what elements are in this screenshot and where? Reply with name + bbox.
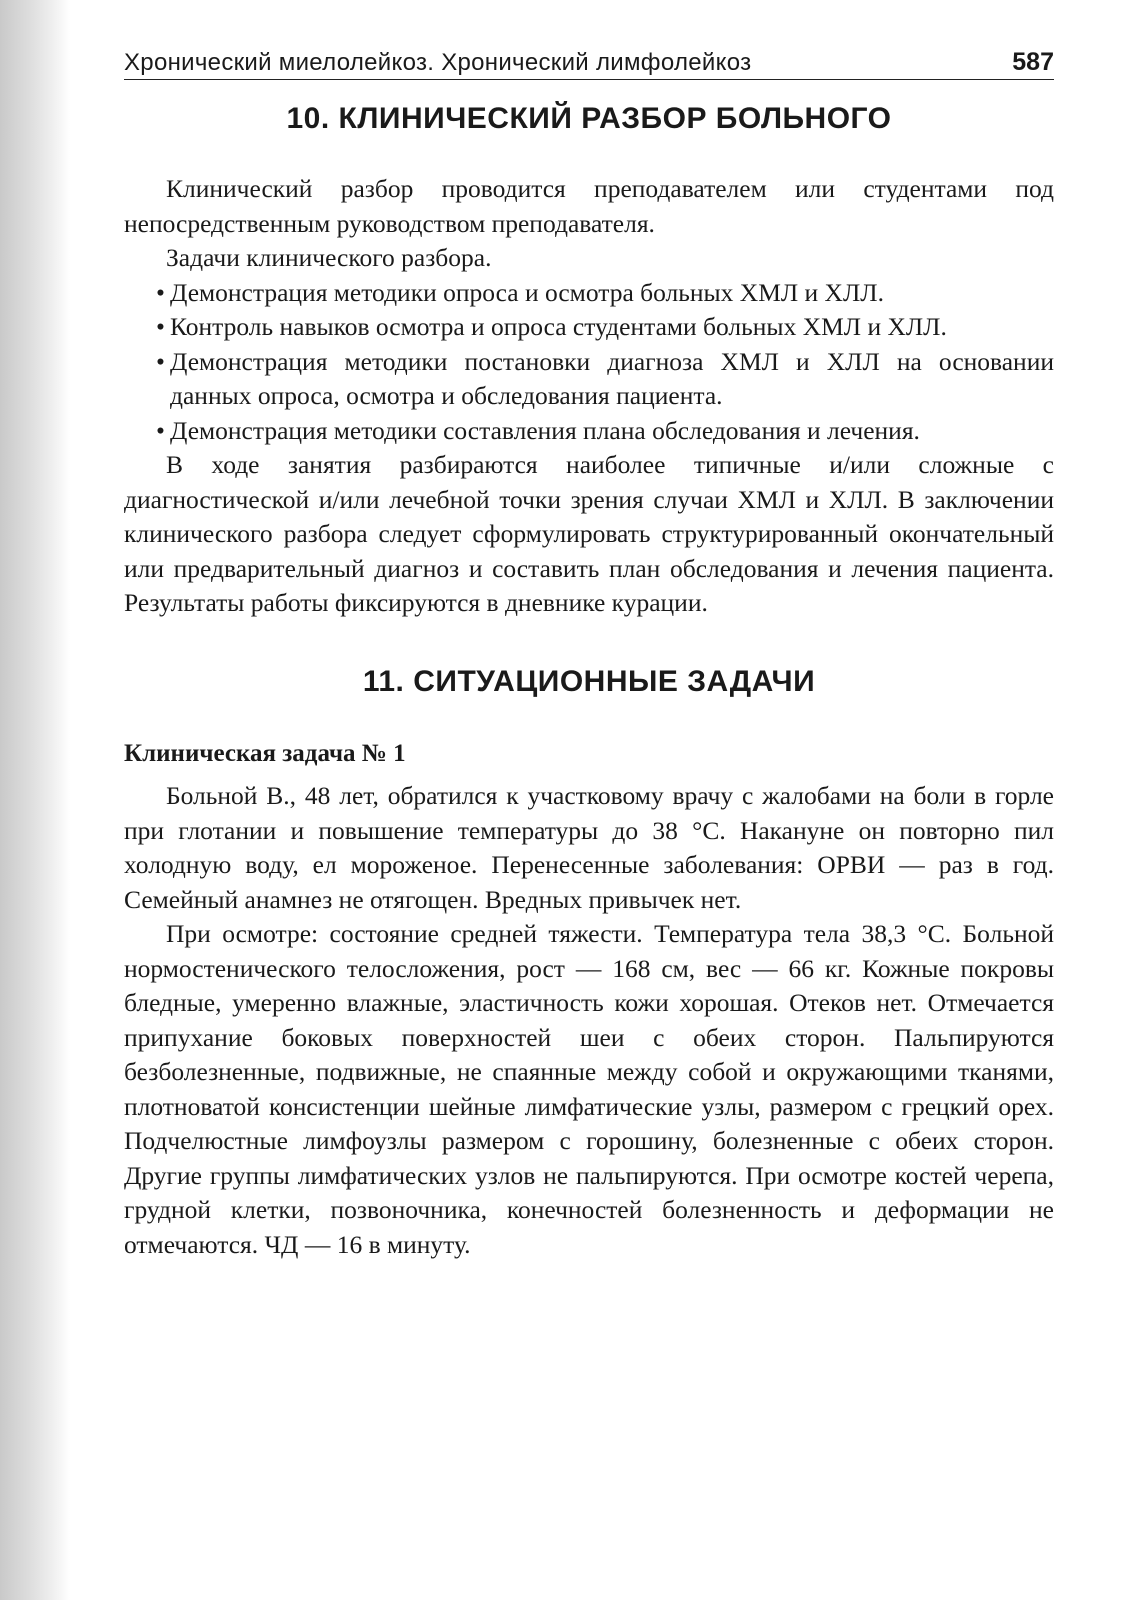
book-spine-shadow — [0, 0, 70, 1600]
clinical-task-title: Клиническая задача № 1 — [124, 739, 406, 767]
task-paragraph-complaints: Больной В., 48 лет, обратился к участковому врачу с жалобами на боли в горле при глотании и повышение температуры до 38 °С. Накануне он повторно пил холодную воду, ел мороженое. Перенесенные заболевания: ОРВИ — раз в год. Семейный анамнез не отягощен. Вредных привычек нет. — [124, 781, 1054, 914]
bullet-item: • Контроль навыков осмотра и опроса студентами больных ХМЛ и ХЛЛ. — [170, 310, 1054, 345]
bullet-item: • Демонстрация методики постановки диагноза ХМЛ и ХЛЛ на основании данных опроса, осмотра и обследования пациента. — [170, 345, 1054, 414]
book-page — [124, 48, 1054, 1262]
section-11-heading: 11. СИТУАЦИОННЫЕ ЗАДАЧИ — [362, 664, 816, 698]
section-10-heading: 10. КЛИНИЧЕСКИЙ РАЗБОР БОЛЬНОГО — [286, 102, 892, 135]
section-10-tasks-label: Задачи клинического разбора. — [166, 243, 492, 272]
bullet-item: • Демонстрация методики опроса и осмотра больных ХМЛ и ХЛЛ. — [170, 276, 1054, 311]
task-paragraph-examination: При осмотре: состояние средней тяжести. Температура тела 38,3 °С. Больной нормостенического телосложения, рост — 168 см, вес — 66 кг. Кожные покровы бледные, умеренно влажные, эластичность кожи хорошая. Отеков нет. Отмечается припухание боковых поверхностей шеи с обеих сторон. Пальпируются безболезненные, подвижные, не спаянные между собой и окружающими тканями, плотноватой консистенции шейные лимфатические узлы, размером с грецкий орех. Подчелюстные лимфоузлы размером с горошину, болезненные с обеих сторон. Другие группы лимфатических узлов не пальпируются. При осмотре костей черепа, грудной клетки, позвоночника, конечностей болезненность и деформации не отмечаются. ЧД — 16 в минуту. — [124, 919, 1054, 1259]
page-number: 587 — [1012, 48, 1054, 76]
running-title: Хронический миелолейкоз. Хронический лимфолейкоз — [124, 49, 752, 76]
section-10-intro: Клинический разбор проводится преподавателем или студентами под непосредственным руководством преподавателя. — [124, 174, 1054, 238]
section-10-closing: В ходе занятия разбираются наиболее типичные и/или сложные с диагностической и/или лечебной точки зрения случаи ХМЛ и ХЛЛ. В заключении клинического разбора следует сформулировать структурированный окончательный или предварительный диагноз и составить план обследования и лечения пациента. Результаты работы фиксируются в дневнике курации. — [124, 450, 1054, 617]
running-head — [124, 48, 1054, 80]
section-10-bullet-list — [124, 276, 1054, 449]
bullet-item: • Демонстрация методики составления плана обследования и лечения. — [170, 414, 1054, 449]
